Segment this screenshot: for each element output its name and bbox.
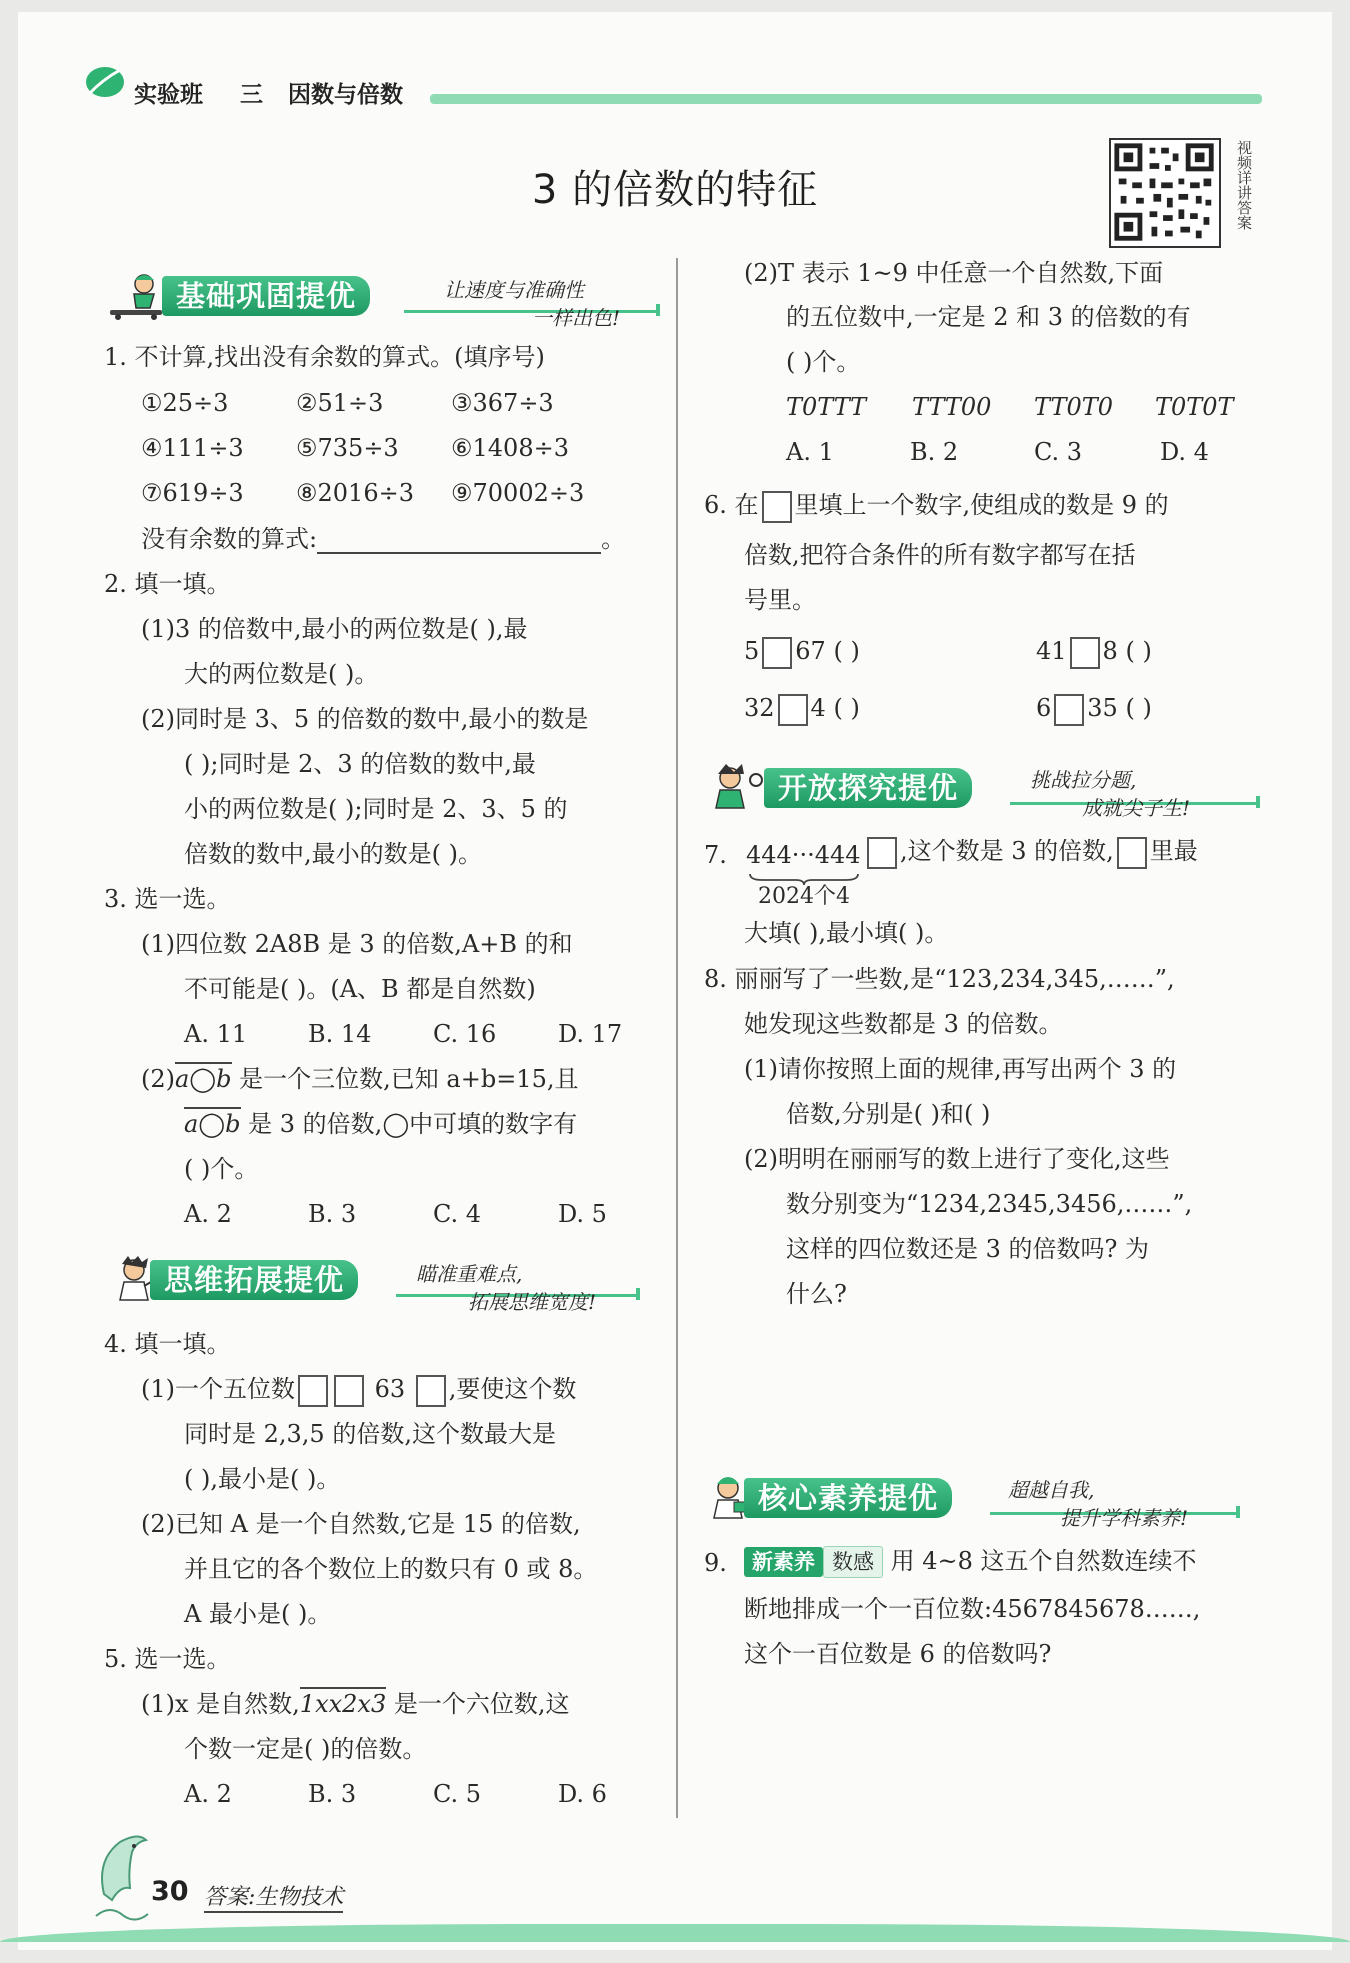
q3-option[interactable]: C. 16	[433, 1020, 497, 1048]
page-title: 3 的倍数的特征	[531, 167, 819, 213]
q7-text: 里最	[1149, 837, 1198, 865]
q5-line	[141, 1689, 569, 1719]
digit-box[interactable]	[334, 1375, 364, 1407]
q5-line: 的五位数中,一定是 2 和 3 的倍数的有	[786, 303, 1191, 331]
q3-line: 不可能是( )。(A、B 都是自然数)	[184, 975, 536, 1003]
digit-box[interactable]	[1054, 694, 1084, 726]
q6-item	[1036, 693, 1152, 726]
section-tab: 核心素养提优	[744, 1478, 952, 1518]
q6-text: 里填上一个数字,使组成的数是 9 的	[794, 491, 1169, 519]
unit-title: 因数与倍数	[288, 82, 403, 108]
q1-item: ⑤735÷3	[296, 434, 399, 462]
section-slogan: 拓展思维宽度!	[468, 1290, 597, 1314]
q5-option[interactable]: C. 5	[433, 1780, 482, 1808]
q5-option[interactable]: A. 1	[786, 438, 834, 466]
q2-line: 大的两位数是( )。	[184, 660, 379, 688]
q8-line: 什么?	[786, 1280, 847, 1308]
q3-line	[141, 1064, 578, 1094]
qr-label: 视频详讲答案	[1235, 140, 1253, 230]
q3-option[interactable]: D. 17	[558, 1020, 623, 1048]
section-slogan: 提升学科素养!	[1060, 1506, 1189, 1530]
q3-prefix: (2)	[141, 1065, 175, 1093]
q1-answer-line	[141, 524, 625, 554]
section-slogan: 一样出色!	[532, 306, 621, 330]
digit-box[interactable]	[1117, 837, 1147, 869]
q2-line: ( );同时是 2、3 的倍数的数中,最	[184, 750, 536, 778]
section-banner-basic	[104, 272, 660, 330]
q5-number: T0TTT	[786, 393, 867, 421]
section-tab: 思维拓展提优	[150, 1260, 358, 1300]
q2-line: 小的两位数是( );同时是 2、3、5 的	[184, 795, 568, 823]
q5-option[interactable]: D. 6	[558, 1780, 607, 1808]
overline-number: 1xx2x3	[300, 1687, 386, 1718]
skateboard-kid-icon	[104, 272, 168, 320]
column-divider	[676, 258, 678, 1818]
q3-line	[184, 1109, 577, 1139]
q5-number: T0T0T	[1155, 393, 1234, 421]
digit-box[interactable]	[762, 491, 792, 523]
q4-stem: 4. 填一填。	[104, 1330, 231, 1358]
new-literacy-badge: 新素养	[744, 1547, 823, 1577]
q5-text: (1)x 是自然数,	[141, 1690, 300, 1718]
number-sense-badge: 数感	[823, 1546, 883, 1578]
section-slogan: 挑战拉分题,	[1030, 768, 1137, 792]
q5-line: ( )个。	[786, 348, 861, 376]
q1-item: ②51÷3	[296, 389, 384, 417]
q1-end: 。	[601, 525, 626, 553]
q9-line: 这个一百位数是 6 的倍数吗?	[744, 1640, 1052, 1668]
q7-digits: 444···444	[746, 841, 861, 869]
q3-option[interactable]: B. 3	[308, 1200, 357, 1228]
q8-line: 这样的四位数还是 3 的倍数吗? 为	[786, 1235, 1150, 1263]
digit-box[interactable]	[298, 1375, 328, 1407]
qr-code-icon[interactable]	[1109, 138, 1221, 248]
q1-item: ③367÷3	[451, 389, 554, 417]
q3-line: (1)四位数 2A8B 是 3 的倍数,A+B 的和	[141, 930, 573, 958]
answer-blank[interactable]	[317, 528, 601, 554]
banner-dot	[656, 304, 660, 316]
q8-line: 数分别变为“1234,2345,3456,……”,	[786, 1190, 1193, 1218]
q6-digits: 32	[744, 694, 775, 722]
page-number: 30	[151, 1876, 189, 1907]
digit-box[interactable]	[778, 694, 808, 726]
q1-item: ⑥1408÷3	[451, 434, 569, 462]
q3-option[interactable]: D. 5	[558, 1200, 607, 1228]
q4-line	[141, 1374, 576, 1407]
digit-box[interactable]	[1070, 637, 1100, 669]
q6-digits: 35 ( )	[1087, 694, 1152, 722]
q4-text: 63	[367, 1375, 413, 1403]
dolphin-icon	[90, 1830, 154, 1926]
q1-stem: 1. 不计算,找出没有余数的算式。(填序号)	[104, 343, 545, 371]
q7-number: 7.	[704, 841, 727, 869]
section-banner-thinking	[104, 1256, 640, 1314]
q3-option[interactable]: A. 11	[184, 1020, 248, 1048]
q9-line	[744, 1546, 1197, 1578]
q6-digits: 6	[1036, 694, 1052, 722]
q4-line: (2)已知 A 是一个自然数,它是 15 的倍数,	[141, 1510, 581, 1538]
overline-number: a◯b	[175, 1062, 232, 1093]
q1-item: ①25÷3	[141, 389, 229, 417]
q6-line: 倍数,把符合条件的所有数字都写在括	[744, 541, 1136, 569]
book-title: 实验班	[134, 82, 203, 108]
unit-number: 三	[240, 82, 263, 108]
q5-line: 个数一定是( )的倍数。	[184, 1735, 427, 1763]
q5-number: TTT00	[912, 393, 992, 421]
section-slogan: 让速度与准确性	[444, 278, 584, 302]
q7-line: 大填( ),最小填( )。	[744, 919, 949, 947]
q5-option[interactable]: D. 4	[1160, 438, 1209, 466]
digit-box[interactable]	[762, 637, 792, 669]
q3-option[interactable]: A. 2	[184, 1200, 232, 1228]
section-banner-open	[704, 764, 1260, 820]
q1-item: ⑨70002÷3	[451, 479, 585, 507]
q2-stem: 2. 填一填。	[104, 570, 231, 598]
q6-item	[1036, 636, 1152, 669]
q6-digits: 41	[1036, 637, 1067, 665]
q6-digits: 8 ( )	[1102, 637, 1152, 665]
q6-digits: 5	[744, 637, 760, 665]
q3-text: 是 3 的倍数,◯中可填的数字有	[240, 1110, 578, 1138]
q5-option[interactable]: B. 2	[910, 438, 959, 466]
q4-line: A 最小是( )。	[184, 1600, 332, 1628]
q2-line: (2)同时是 3、5 的倍数的数中,最小的数是	[141, 705, 589, 733]
q1-item: ⑦619÷3	[141, 479, 244, 507]
q4-text: (1)一个五位数	[141, 1375, 295, 1403]
section-tab: 开放探究提优	[764, 768, 972, 808]
digit-box[interactable]	[416, 1375, 446, 1407]
q1-answer-label: 没有余数的算式:	[141, 525, 318, 553]
brace-label: 2024个4	[758, 884, 850, 909]
banner-dot	[1256, 796, 1260, 808]
q4-line: ( ),最小是( )。	[184, 1465, 341, 1493]
section-slogan: 超越自我,	[1008, 1478, 1095, 1502]
q1-item: ④111÷3	[141, 434, 244, 462]
explorer-kid-icon	[704, 764, 768, 812]
q5-line: (2)T 表示 1~9 中任意一个自然数,下面	[744, 259, 1164, 287]
q6-digits: 4 ( )	[810, 694, 860, 722]
section-slogan: 瞄准重难点,	[416, 1262, 523, 1286]
q8-line: (2)明明在丽丽写的数上进行了变化,这些	[744, 1145, 1170, 1173]
q8-line: 倍数,分别是( )和( )	[786, 1100, 991, 1128]
q6-item	[744, 693, 860, 726]
q1-item: ⑧2016÷3	[296, 479, 414, 507]
q7-line	[864, 836, 1198, 869]
q3-option[interactable]: C. 4	[433, 1200, 482, 1228]
overline-number: a◯b	[184, 1107, 241, 1138]
q5-option[interactable]: C. 3	[1034, 438, 1083, 466]
banner-dot	[1236, 1506, 1240, 1518]
q8-line: 8. 丽丽写了一些数,是“123,234,345,……”,	[704, 965, 1175, 993]
q2-line: 倍数的数中,最小的数是( )。	[184, 840, 482, 868]
q4-line: 同时是 2,3,5 的倍数,这个数最大是	[184, 1420, 556, 1448]
q8-line: (1)请你按照上面的规律,再写出两个 3 的	[744, 1055, 1177, 1083]
q7-text: ,这个数是 3 的倍数,	[900, 837, 1114, 865]
q5-number: TT0T0	[1034, 393, 1114, 421]
q2-line: (1)3 的倍数中,最小的两位数是( ),最	[141, 615, 528, 643]
section-banner-core	[704, 1474, 1240, 1530]
banner-dot	[636, 1288, 640, 1300]
q6-item	[744, 636, 860, 669]
q9-number: 9.	[704, 1549, 727, 1577]
header-band	[430, 94, 1262, 104]
q9-line: 断地排成一个一百位数:4567845678……,	[744, 1595, 1201, 1623]
section-tab: 基础巩固提优	[162, 276, 370, 316]
leaf-logo-icon	[84, 64, 126, 100]
q5-option[interactable]: A. 2	[184, 1780, 232, 1808]
q3-line: ( )个。	[184, 1155, 259, 1183]
q6-digits: 67 ( )	[795, 637, 860, 665]
q5-stem: 5. 选一选。	[104, 1645, 231, 1673]
q3-text: 是一个三位数,已知 a+b=15,且	[231, 1065, 579, 1093]
q4-line: 并且它的各个数位上的数只有 0 或 8。	[184, 1555, 598, 1583]
q5-option[interactable]: B. 3	[308, 1780, 357, 1808]
section-slogan: 成就尖子生!	[1082, 796, 1191, 820]
digit-box[interactable]	[867, 837, 897, 869]
q3-stem: 3. 选一选。	[104, 885, 231, 913]
q5-text: 是一个六位数,这	[386, 1690, 570, 1718]
q8-line: 她发现这些数都是 3 的倍数。	[744, 1010, 1063, 1038]
q3-option[interactable]: B. 14	[308, 1020, 372, 1048]
q4-text: ,要使这个数	[448, 1375, 577, 1403]
q9-text: 用 4~8 这五个自然数连续不	[890, 1547, 1197, 1575]
q6-text: 6. 在	[704, 491, 759, 519]
q6-line	[704, 490, 1169, 523]
answer-hint: 答案:生物技术	[204, 1880, 343, 1913]
q6-line: 号里。	[744, 586, 816, 614]
